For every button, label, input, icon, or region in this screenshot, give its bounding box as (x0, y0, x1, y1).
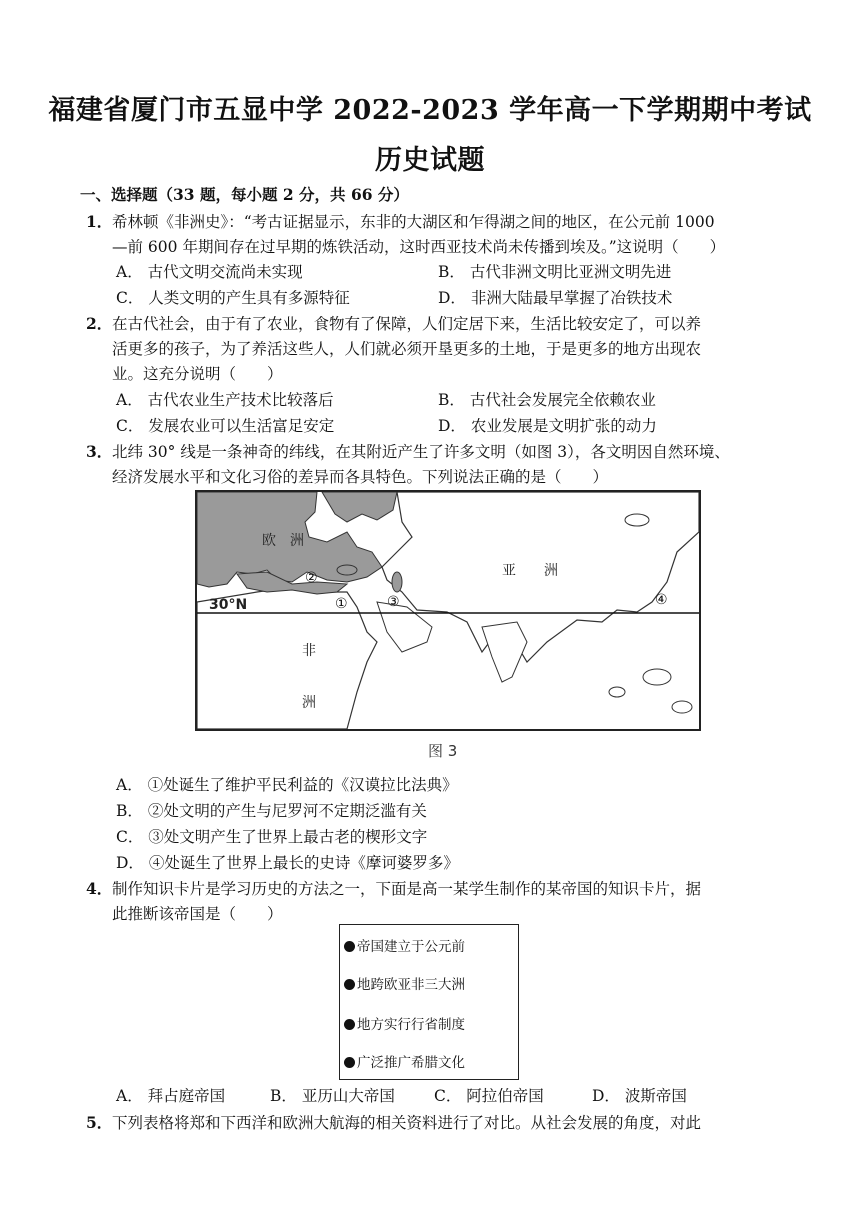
marker-4: ④ (655, 592, 668, 608)
question-text: 希林顿《非洲史》：“考古证据显示，东非的大湖区和乍得湖之间的地区，在公元前 1000 (112, 213, 715, 231)
page-subtitle: 历史试题 (375, 145, 485, 176)
label-europe: 欧 洲 (262, 533, 304, 549)
knowledge-card (339, 924, 519, 1080)
question-number: 5． (86, 1113, 113, 1132)
option-c: C． 阿拉伯帝国 (434, 1087, 544, 1105)
question-text: 下列表格将郑和下西洋和欧洲大航海的相关资料进行了对比。从社会发展的角度，对此 (112, 1114, 702, 1132)
island (643, 669, 671, 685)
question-text: 业。这充分说明（ ） (112, 365, 283, 383)
question-number: 3． (86, 442, 113, 461)
question-text: 活更多的孩子，为了养活这些人，人们就必须开垦更多的土地，于是更多的地方出现农 (112, 340, 702, 358)
question-text: —前 600 年期间存在过早期的炼铁活动，这时西亚技术尚未传播到埃及。”这说明（ ） (112, 238, 726, 256)
island (609, 687, 625, 697)
caspian-sea (392, 572, 402, 592)
black-sea (337, 565, 357, 575)
option-c: C． 发展农业可以生活富足安定 (116, 417, 335, 435)
option-b: B． ②处文明的产生与尼罗河不定期泛滥有关 (116, 802, 427, 820)
option-a: A． 古代文明交流尚未实现 (116, 263, 303, 281)
card-item: 地方实行行省制度 (344, 1013, 465, 1033)
bullet-icon (344, 979, 355, 990)
option-d: D． 非洲大陆最早掌握了冶铁技术 (438, 289, 673, 307)
card-item: 广泛推广希腊文化 (344, 1051, 465, 1071)
question-text: 制作知识卡片是学习历史的方法之一，下面是高一某学生制作的某帝国的知识卡片，据 (112, 880, 702, 898)
marker-1: ① (335, 596, 348, 612)
option-d: D． ④处诞生了世界上最长的史诗《摩诃婆罗多》 (116, 854, 459, 872)
bullet-icon (344, 1057, 355, 1068)
map-drawing (197, 492, 699, 729)
island (625, 514, 649, 526)
option-c: C． ③处文明产生了世界上最古老的楔形文字 (116, 828, 428, 846)
question-number: 4． (86, 879, 113, 898)
card-item: 地跨欧亚非三大洲 (344, 973, 465, 993)
bullet-icon (344, 1019, 355, 1030)
india-landmass (482, 622, 527, 682)
option-b: B． 亚历山大帝国 (270, 1087, 395, 1105)
page-title: 福建省厦门市五显中学 2022-2023 学年高一下学期期中考试 (48, 95, 812, 126)
question-number: 2． (86, 314, 113, 333)
option-a: A． 古代农业生产技术比较落后 (116, 391, 334, 409)
marker-3: ③ (387, 594, 400, 610)
section-heading: 一、选择题（33 题，每小题 2 分，共 66 分） (80, 185, 409, 204)
question-text: 在古代社会，由于有了农业，食物有了保障，人们定居下来，生活比较安定了，可以养 (112, 315, 702, 333)
label-latitude: 30°N (209, 597, 248, 613)
option-b: B． 古代社会发展完全依赖农业 (438, 391, 656, 409)
island (672, 701, 692, 713)
card-item: 帝国建立于公元前 (344, 935, 465, 955)
question-number: 1． (86, 212, 113, 231)
label-africa-1: 非 (302, 643, 316, 659)
label-asia: 亚 洲 (502, 563, 558, 579)
figure-caption: 图 3 (428, 742, 458, 760)
question-text: 北纬 30° 线是一条神奇的纬线，在其附近产生了许多文明（如图 3），各文明因自然环境、 (112, 443, 730, 461)
world-map-figure (195, 490, 701, 731)
marker-2: ② (305, 570, 318, 586)
question-text: 经济发展水平和文化习俗的差异而各具特色。下列说法正确的是（ ） (112, 468, 609, 486)
option-d: D． 波斯帝国 (592, 1087, 687, 1105)
option-b: B． 古代非洲文明比亚洲文明先进 (438, 263, 672, 281)
option-a: A． 拜占庭帝国 (116, 1087, 226, 1105)
bullet-icon (344, 941, 355, 952)
question-text: 此推断该帝国是（ ） (112, 905, 283, 923)
north-europe-landmass (322, 492, 397, 522)
label-africa-2: 洲 (302, 695, 316, 711)
option-d: D． 农业发展是文明扩张的动力 (438, 417, 657, 435)
option-a: A． ①处诞生了维护平民利益的《汉谟拉比法典》 (116, 776, 458, 794)
option-c: C． 人类文明的产生具有多源特征 (116, 289, 350, 307)
